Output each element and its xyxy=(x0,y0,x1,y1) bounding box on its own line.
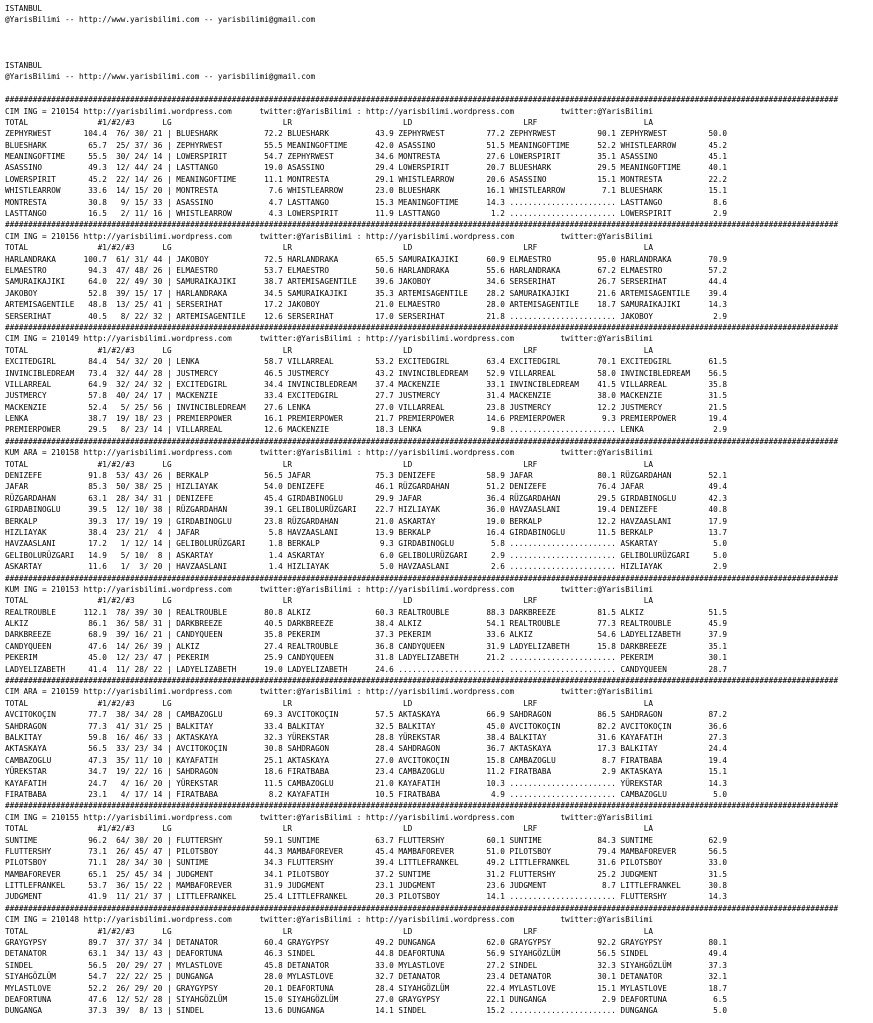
text-line: MYLASTLOVE 52.2 26/ 29/ 20 | GRAYGYPSY 20.1 DEAFORTUNA 28.4 SIYAHGÖZLÜM 22.4 MYLASTLOVE 15.1 MYLASTLOVE 18.7 xyxy=(5,983,728,993)
text-line: TOTAL #1/#2/#3 LG LR LD LRF LA xyxy=(5,459,653,469)
text-line: VILLARREAL 64.9 32/ 24/ 32 | EXCITEDGIRL 34.4 INVINCIBLEDREAM 37.4 MACKENZIE 33.1 INVINCIBLEDREAM 41.5 VILLARREAL 35.8 xyxy=(5,379,728,389)
text-line: #################################################################################################################################################################################### xyxy=(5,220,839,230)
text-line: #################################################################################################################################################################################### xyxy=(5,676,839,686)
text-line: TOTAL #1/#2/#3 LG LR LD LRF LA xyxy=(5,926,653,936)
text-line: DUNGANGA 37.3 39/ 8/ 13 | SINDEL 13.6 DUNGANGA 14.1 SINDEL 15.2 ....................... DUNGANGA 5.0 xyxy=(5,1006,728,1016)
text-line: DARKBREEZE 68.9 39/ 16/ 21 | CANDYQUEEN 35.8 PEKERIM 37.3 PEKERIM 33.6 ALKIZ 54.6 LADYELIZABETH 37.9 xyxy=(5,630,728,640)
text-line: PEKERIM 45.0 12/ 23/ 47 | PEKERIM 25.9 CANDYQUEEN 31.8 LADYELIZABETH 21.2 ....................... PEKERIM 30.1 xyxy=(5,653,728,663)
text-line: MAMBAFOREVER 65.1 25/ 45/ 34 | JUDGMENT 34.1 PILOTSBOY 37.2 SUNTIME 31.2 FLUTTERSHY 25.2 JUDGMENT 31.5 xyxy=(5,869,728,879)
text-line: AVCITOKOÇIN 77.7 38/ 34/ 28 | CAMBAZOGLU 69.3 AVCITOKOÇIN 57.5 AKTASKAYA 66.9 SAHDRAGON 86.5 SAHDRAGON 87.2 xyxy=(5,710,728,720)
text-line: ARTEMISAGENTILE 48.8 13/ 25/ 41 | SERSERIHAT 17.2 JAKOBOY 21.0 ELMAESTRO 28.0 ARTEMISAGENTILE 18.7 SAMURAIKAJIKI 14.3 xyxy=(5,300,728,310)
text-line: HIZLIAYAK 38.4 23/ 21/ 4 | JAFAR 5.8 HAVZAASLANI 13.9 BERKALP 16.4 GIRDABINOGLU 11.5 BERKALP 13.7 xyxy=(5,527,728,537)
text-line: LASTTANGO 16.5 2/ 11/ 16 | WHISTLEARROW 4.3 LOWERSPIRIT 11.9 LASTTANGO 1.2 ....................... LOWERSPIRIT 2.9 xyxy=(5,209,728,219)
text-line: YÜREKSTAR 34.7 19/ 22/ 16 | SAHDRAGON 18.6 FIRATBABA 23.4 CAMBAZOGLU 11.2 FIRATBABA 2.9 AKTASKAYA 15.1 xyxy=(5,767,728,777)
text-line: HAVZAASLANI 17.2 1/ 12/ 14 | GELIBOLURÜZGARI 1.8 BERKALP 9.3 GIRDABINOGLU 5.8 ....................... ASKARTAY 5.0 xyxy=(5,539,728,549)
text-line: GIRDABINOGLU 39.5 12/ 10/ 38 | RÜZGARDAHAN 39.1 GELIBOLURÜZGARI 22.7 HIZLIAYAK 36.0 HAVZAASLANI 19.4 DENIZEFE 40.8 xyxy=(5,505,728,515)
text-line: MEANINGOFTIME 55.5 30/ 24/ 14 | LOWERSPIRIT 54.7 ZEPHYRWEST 34.6 MONTRESTA 27.6 LOWERSPIRIT 35.1 ASASSINO 45.1 xyxy=(5,152,728,162)
text-line: LADYELIZABETH 41.4 11/ 28/ 22 | LADYELIZABETH 19.0 LADYELIZABETH 24.6 ....................... ....................... CANDYQUEEN 28.7 xyxy=(5,664,728,674)
text-line: TOTAL #1/#2/#3 LG LR LD LRF LA xyxy=(5,596,653,606)
text-line: FIRATBABA 23.1 4/ 17/ 14 | FIRATBABA 8.2 KAYAFATIH 10.5 FIRATBABA 4.9 ....................... CAMBAZOGLU 5.0 xyxy=(5,789,728,799)
text-line: @YarisBilimi -- http://www.yarisbilimi.com -- yarisbilimi@gmail.com xyxy=(5,15,316,25)
text-line: GRAYGYPSY 89.7 37/ 37/ 34 | DETANATOR 60.4 GRAYGYPSY 49.2 DUNGANGA 62.0 GRAYGYPSY 92.2 GRAYGYPSY 80.1 xyxy=(5,938,728,948)
text-line: #################################################################################################################################################################################### xyxy=(5,95,839,105)
text-line: SINDEL 56.5 20/ 29/ 27 | MYLASTLOVE 45.8 DETANATOR 33.0 MYLASTLOVE 27.2 SINDEL 32.3 SIYAHGÖZLÜM 37.3 xyxy=(5,960,728,970)
text-line: BALKITAY 59.8 16/ 46/ 33 | AKTASKAYA 32.3 YÜREKSTAR 28.8 YÜREKSTAR 38.4 BALKITAY 31.6 KAYAFATIH 27.3 xyxy=(5,733,728,742)
text-line: SAHDRAGON 77.3 41/ 31/ 25 | BALKITAY 33.4 BALKITAY 32.5 BALKITAY 45.0 AVCITOKOÇIN 82.2 AVCITOKOÇIN 36.6 xyxy=(5,721,728,731)
text-line: #################################################################################################################################################################################### xyxy=(5,436,839,446)
text-line: JUDGMENT 41.9 11/ 21/ 37 | LITTLEFRANKEL 25.4 LITTLEFRANKEL 20.3 PILOTSBOY 14.1 ....................... FLUTTERSHY 14.3 xyxy=(5,892,728,902)
text-line: CANDYQUEEN 47.6 14/ 26/ 39 | ALKIZ 27.4 REALTROUBLE 36.8 CANDYQUEEN 31.9 LADYELIZABETH 15.8 DARKBREEZE 35.1 xyxy=(5,641,728,651)
text-line: JUSTMERCY 57.8 40/ 24/ 17 | MACKENZIE 33.4 EXCITEDGIRL 27.7 JUSTMERCY 31.4 MACKENZIE 38.0 MACKENZIE 31.5 xyxy=(5,391,728,401)
text-line: CIM ING = 210156 http://yarisbilimi.wordpress.com twitter:@YarisBilimi : http://yarisbilimi.wordpress.com twitter:@YarisBilimi xyxy=(5,231,653,241)
text-line: FLUTTERSHY 73.1 26/ 45/ 47 | PILOTSBOY 44.3 MAMBAFOREVER 45.4 MAMBAFOREVER 51.0 PILOTSBOY 79.4 MAMBAFOREVER 56.5 xyxy=(5,846,728,856)
text-line: WHISTLEARROW 33.6 14/ 15/ 20 | MONTRESTA 7.6 WHISTLEARROW 23.0 BLUESHARK 16.1 WHISTLEARROW 7.1 BLUESHARK 15.1 xyxy=(5,186,728,196)
text-line: TOTAL #1/#2/#3 LG LR LD LRF LA xyxy=(5,698,653,708)
text-line: REALTROUBLE 112.1 78/ 39/ 30 | REALTROUBLE 80.8 ALKIZ 60.3 REALTROUBLE 88.3 DARKBREEZE 81.5 ALKIZ 51.5 xyxy=(5,607,728,617)
text-line: AKTASKAYA 56.5 33/ 23/ 34 | AVCITOKOÇIN 30.8 SAHDRAGON 28.4 SAHDRAGON 36.7 AKTASKAYA 17.3 BALKITAY 24.4 xyxy=(5,744,728,754)
text-line: ISTANBUL xyxy=(5,4,43,13)
text-line: SERSERIHAT 40.5 8/ 22/ 32 | ARTEMISAGENTILE 12.6 SERSERIHAT 17.0 SERSERIHAT 21.8 ....................... JAKOBOY 2.9 xyxy=(5,311,728,321)
text-line: #################################################################################################################################################################################### xyxy=(5,903,839,913)
text-line: ZEPHYRWEST 104.4 76/ 30/ 21 | BLUESHARK 72.2 BLUESHARK 43.9 ZEPHYRWEST 77.2 ZEPHYRWEST 90.1 ZEPHYRWEST 50.0 xyxy=(5,129,728,139)
text-line: TOTAL #1/#2/#3 LG LR LD LRF LA xyxy=(5,243,653,253)
text-line: ASKARTAY 11.6 1/ 3/ 20 | HAVZAASLANI 1.4 HIZLIAYAK 5.0 HAVZAASLANI 2.6 ....................... HIZLIAYAK 2.9 xyxy=(5,562,728,572)
text-line: DENIZEFE 91.8 53/ 43/ 26 | BERKALP 56.5 JAFAR 75.3 DENIZEFE 58.9 JAFAR 80.1 RÜZGARDAHAN 52.1 xyxy=(5,471,728,481)
text-line: ELMAESTRO 94.3 47/ 48/ 26 | ELMAESTRO 53.7 ELMAESTRO 50.6 HARLANDRAKA 55.6 HARLANDRAKA 67.2 ELMAESTRO 57.2 xyxy=(5,265,728,275)
text-line: BERKALP 39.3 17/ 19/ 19 | GIRDABINOGLU 23.8 RÜZGARDAHAN 21.0 ASKARTAY 19.0 BERKALP 12.2 HAVZAASLANI 17.9 xyxy=(5,516,728,526)
text-line: CIM ING = 210155 http://yarisbilimi.wordpress.com twitter:@YarisBilimi : http://yarisbilimi.wordpress.com twitter:@YarisBilimi xyxy=(5,812,653,822)
text-line: EXCITEDGIRL 84.4 54/ 32/ 20 | LENKA 58.7 VILLARREAL 53.2 EXCITEDGIRL 63.4 EXCITEDGIRL 70.1 EXCITEDGIRL 61.5 xyxy=(5,357,728,367)
text-line: LENKA 38.7 19/ 18/ 23 | PREMIERPOWER 16.1 PREMIERPOWER 21.7 PREMIERPOWER 14.6 PREMIERPOWER 9.3 PREMIERPOWER 19.4 xyxy=(5,414,728,424)
text-line: ISTANBUL xyxy=(5,60,43,70)
text-line: HARLANDRAKA 100.7 61/ 31/ 44 | JAKOBOY 72.5 HARLANDRAKA 65.5 SAMURAIKAJIKI 60.9 ELMAESTRO 95.0 HARLANDRAKA 70.9 xyxy=(5,254,728,264)
text-line: LITTLEFRANKEL 53.7 36/ 15/ 22 | MAMBAFOREVER 31.9 JUDGMENT 23.1 JUDGMENT 23.6 JUDGMENT 8.7 LITTLEFRANKEL 30.8 xyxy=(5,881,728,891)
text-line: MONTRESTA 30.8 9/ 15/ 33 | ASASSINO 4.7 LASTTANGO 15.3 MEANINGOFTIME 14.3 ....................... LASTTANGO 8.6 xyxy=(5,197,728,207)
text-line: #################################################################################################################################################################################### xyxy=(5,322,839,332)
text-line: KAYAFATIH 24.7 4/ 16/ 20 | YÜREKSTAR 11.5 CAMBAZOGLU 21.0 KAYAFATIH 10.3 ....................... YÜREKSTAR 14.3 xyxy=(5,778,728,788)
text-line: #################################################################################################################################################################################### xyxy=(5,801,839,811)
text-line: CIM ARA = 210159 http://yarisbilimi.wordpress.com twitter:@YarisBilimi : http://yarisbilimi.wordpress.com twitter:@YarisBilimi xyxy=(5,687,653,697)
text-line: CIM ING = 210149 http://yarisbilimi.wordpress.com twitter:@YarisBilimi : http://yarisbilimi.wordpress.com twitter:@YarisBilimi xyxy=(5,334,653,344)
text-line: MACKENZIE 52.4 5/ 25/ 56 | INVINCIBLEDREAM 27.6 LENKA 27.0 VILLARREAL 23.8 JUSTMERCY 12.2 JUSTMERCY 21.5 xyxy=(5,402,728,412)
text-line: LOWERSPIRIT 45.2 22/ 14/ 26 | MEANINGOFTIME 11.1 MONTRESTA 29.1 WHISTLEARROW 20.6 ASASSINO 15.1 MONTRESTA 22.2 xyxy=(5,174,728,184)
text-line: BLUESHARK 65.7 25/ 37/ 36 | ZEPHYRWEST 55.5 MEANINGOFTIME 42.0 ASASSINO 51.5 MEANINGOFTIME 52.2 WHISTLEARROW 45.2 xyxy=(5,140,728,150)
text-line xyxy=(5,49,873,60)
text-line: PILOTSBOY 71.1 28/ 34/ 30 | SUNTIME 34.3 FLUTTERSHY 39.4 LITTLEFRANKEL 49.2 LITTLEFRANKEL 31.6 PILOTSBOY 33.0 xyxy=(5,858,728,868)
text-line: @YarisBilimi -- http://www.yarisbilimi.com -- yarisbilimi@gmail.com xyxy=(5,72,316,82)
text-line: #################################################################################################################################################################################### xyxy=(5,573,839,583)
text-line: SIYAHGÖZLÜM 54.7 22/ 22/ 25 | DUNGANGA 28.0 MYLASTLOVE 32.7 DETANATOR 23.4 DETANATOR 30.1 DETANATOR 32.1 xyxy=(5,972,728,982)
text-line: PREMIERPOWER 29.5 8/ 23/ 14 | VILLARREAL 12.6 MACKENZIE 18.3 LENKA 9.8 ....................... LENKA 2.9 xyxy=(5,425,728,435)
text-line: DEAFORTUNA 47.6 12/ 52/ 28 | SIYAHGÖZLÜM 15.0 SIYAHGÖZLÜM 27.0 GRAYGYPSY 22.1 DUNGANGA 2.9 DEAFORTUNA 6.5 xyxy=(5,994,728,1004)
text-line: SUNTIME 96.2 64/ 30/ 20 | FLUTTERSHY 59.1 SUNTIME 63.7 FLUTTERSHY 60.1 SUNTIME 84.3 SUNTIME 62.9 xyxy=(5,835,728,845)
text-line xyxy=(5,83,873,94)
text-line: DETANATOR 63.1 34/ 13/ 43 | DEAFORTUNA 46.3 SINDEL 44.8 DEAFORTUNA 56.9 SIYAHGÖZLÜM 56.5 SINDEL 49.4 xyxy=(5,949,728,959)
text-line: RÜZGARDAHAN 63.1 28/ 34/ 31 | DENIZEFE 45.4 GIRDABINOGLU 29.9 JAFAR 36.4 RÜZGARDAHAN 29.5 GIRDABINOGLU 42.3 xyxy=(5,493,728,503)
text-line xyxy=(5,26,873,37)
text-line: ALKIZ 86.1 36/ 58/ 31 | DARKBREEZE 40.5 DARKBREEZE 38.4 ALKIZ 54.1 REALTROUBLE 77.3 REALTROUBLE 45.9 xyxy=(5,619,728,629)
text-line: GELIBOLURÜZGARI 14.9 5/ 10/ 8 | ASKARTAY 1.4 ASKARTAY 6.0 GELIBOLURÜZGARI 2.9 ....................... GELIBOLURÜZGARI 5.0 xyxy=(5,550,728,560)
text-line xyxy=(5,37,873,48)
text-line: KUM ING = 210153 http://yarisbilimi.wordpress.com twitter:@YarisBilimi : http://yarisbilimi.wordpress.com twitter:@YarisBilimi xyxy=(5,584,653,594)
text-line: TOTAL #1/#2/#3 LG LR LD LRF LA xyxy=(5,824,653,834)
text-line: SAMURAIKAJIKI 64.0 22/ 49/ 30 | SAMURAIKAJIKI 38.7 ARTEMISAGENTILE 39.6 JAKOBOY 34.6 SERSERIHAT 26.7 SERSERIHAT 44.4 xyxy=(5,277,728,287)
text-line: ASASSINO 49.3 12/ 44/ 24 | LASTTANGO 19.0 ASASSINO 29.4 LOWERSPIRIT 20.7 BLUESHARK 29.5 MEANINGOFTIME 40.1 xyxy=(5,163,728,173)
text-line: CAMBAZOGLU 47.3 35/ 11/ 10 | KAYAFATIH 25.1 AKTASKAYA 27.0 AVCITOKOÇIN 15.8 CAMBAZOGLU 8.7 FIRATBABA 19.4 xyxy=(5,755,728,765)
text-line: KUM ARA = 210158 http://yarisbilimi.wordpress.com twitter:@YarisBilimi : http://yarisbilimi.wordpress.com twitter:@YarisBilimi xyxy=(5,448,653,458)
text-line: CIM ING = 210154 http://yarisbilimi.wordpress.com twitter:@YarisBilimi : http://yarisbilimi.wordpress.com twitter:@YarisBilimi xyxy=(5,106,653,116)
text-line: TOTAL #1/#2/#3 LG LR LD LRF LA xyxy=(5,345,653,355)
text-line: TOTAL #1/#2/#3 LG LR LD LRF LA xyxy=(5,117,653,127)
text-line: JAFAR 85.3 50/ 38/ 25 | HIZLIAYAK 54.0 DENIZEFE 46.1 RÜZGARDAHAN 51.2 DENIZEFE 76.4 JAFAR 49.4 xyxy=(5,482,728,492)
text-line: INVINCIBLEDREAM 73.4 32/ 44/ 28 | JUSTMERCY 46.5 JUSTMERCY 43.2 INVINCIBLEDREAM 52.9 VILLARREAL 58.0 INVINCIBLEDREAM 56.5 xyxy=(5,368,728,378)
text-line: JAKOBOY 52.8 39/ 15/ 17 | HARLANDRAKA 34.5 SAMURAIKAJIKI 35.3 ARTEMISAGENTILE 28.2 SAMURAIKAJIKI 21.6 ARTEMISAGENTILE 39.4 xyxy=(5,288,728,298)
text-line: CIM ING = 210148 http://yarisbilimi.wordpress.com twitter:@YarisBilimi : http://yarisbilimi.wordpress.com twitter:@YarisBilimi xyxy=(5,915,653,925)
